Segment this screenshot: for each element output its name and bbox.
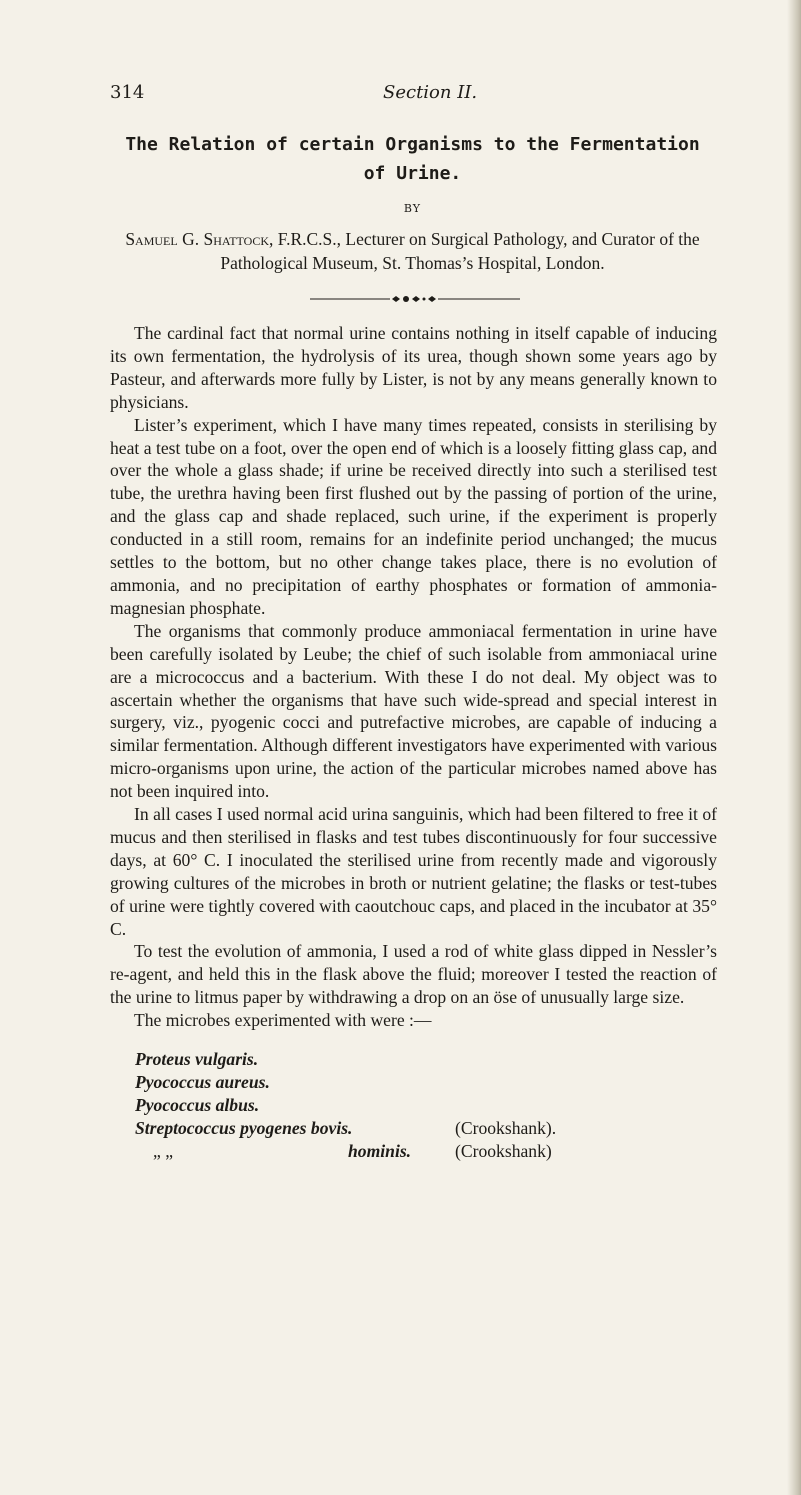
page-number: 314	[110, 82, 145, 103]
article-title	[110, 130, 715, 188]
species-name: Pyococcus albus.	[135, 1095, 260, 1115]
species-note: (Crookshank).	[455, 1118, 557, 1138]
paragraph: In all cases I used normal acid urina sanguinis, which had been filtered to free it of mucus and then sterilised in flasks and test tubes discontinuously for four successive days, at 60° C. I inoculated the sterilised urine from recently made and vigorously growing cultures of the microbes in broth or nutrient gelatine; the flasks or test-tubes of urine were tightly covered with caoutchouc caps, and placed in the incubator at 35° C.	[110, 804, 717, 939]
species-name: hominis.	[348, 1141, 412, 1161]
species-note: (Crookshank)	[455, 1141, 552, 1161]
list-item	[135, 1117, 695, 1140]
ditto-marks: „ „	[153, 1141, 174, 1161]
list-item	[135, 1048, 695, 1071]
section-title: Section II.	[383, 82, 478, 103]
species-name: Pyococcus aureus.	[135, 1072, 270, 1092]
paragraph: To test the evolution of ammonia, I used a rod of white glass dipped in Nessler’s re-agent, and held this in the flask above the fluid; moreover I tested the reaction of the urine to litmus paper by withdrawing a drop on an öse of unusually large size.	[110, 941, 717, 1008]
article-body	[110, 322, 717, 1032]
author-block	[110, 227, 715, 275]
author-name: Samuel G. Shattock	[125, 229, 269, 249]
page-spine-shadow	[787, 0, 801, 1495]
paragraph: Lister’s experiment, which I have many times repeated, consists in sterilising by heat a test tube on a foot, over the open end of which is a loosely fitting glass cap, and over the whole a glass shade; if urine be received directly into such a sterilised test tube, the urethra having been first flushed out by the passing of portion of the urine, and the glass cap and shade replaced, such urine, if the experiment is properly conducted in a still room, remains for an indefinite period unchanged; the mucus settles to the bottom, but no other change takes place, there is no evolution of ammonia, and no precipitation of earthy phosphates or formation of ammonia-magnesian phosphate.	[110, 414, 717, 618]
author-credentials: , F.R.C.S., Lecturer on Surgical Pathology, and Curator of the Pathological Museum, St. Thomas’s Hospital, London.	[220, 229, 700, 273]
paragraph: The organisms that commonly produce ammoniacal fermentation in urine have been carefully isolated by Leube; the chief of such isolable from ammoniacal urine are a micrococcus and a bacterium. With these I do not deal. My object was to ascertain whether the organisms that have such wide-spread and special interest in surgery, viz., pyogenic cocci and putrefactive microbes, are capable of inducing a similar fermentation. Although different investigators have experimented with various micro-organisms upon urine, the action of the particular microbes named above has not been inquired into.	[110, 620, 717, 802]
byline-label: BY	[403, 202, 422, 215]
list-item	[135, 1094, 695, 1117]
species-name: Proteus vulgaris.	[135, 1049, 259, 1069]
species-name: Streptococcus pyogenes bovis.	[135, 1118, 353, 1138]
article-title-line-2: of Urine.	[363, 163, 462, 184]
paragraph: The cardinal fact that normal urine contains nothing in itself capable of inducing its own fermentation, the hydrolysis of its urea, though shown some years ago by Pasteur, and afterwards more fully by Lister, is not by any means generally known to physicians.	[110, 323, 717, 412]
list-item	[135, 1140, 695, 1163]
list-item	[135, 1071, 695, 1094]
species-list	[135, 1048, 695, 1163]
paragraph: The microbes experimented with were :—	[134, 1010, 432, 1031]
ornament-divider-icon	[310, 294, 520, 304]
running-header	[110, 82, 710, 108]
article-title-line-1: The Relation of certain Organisms to the Fermentation	[125, 134, 700, 155]
